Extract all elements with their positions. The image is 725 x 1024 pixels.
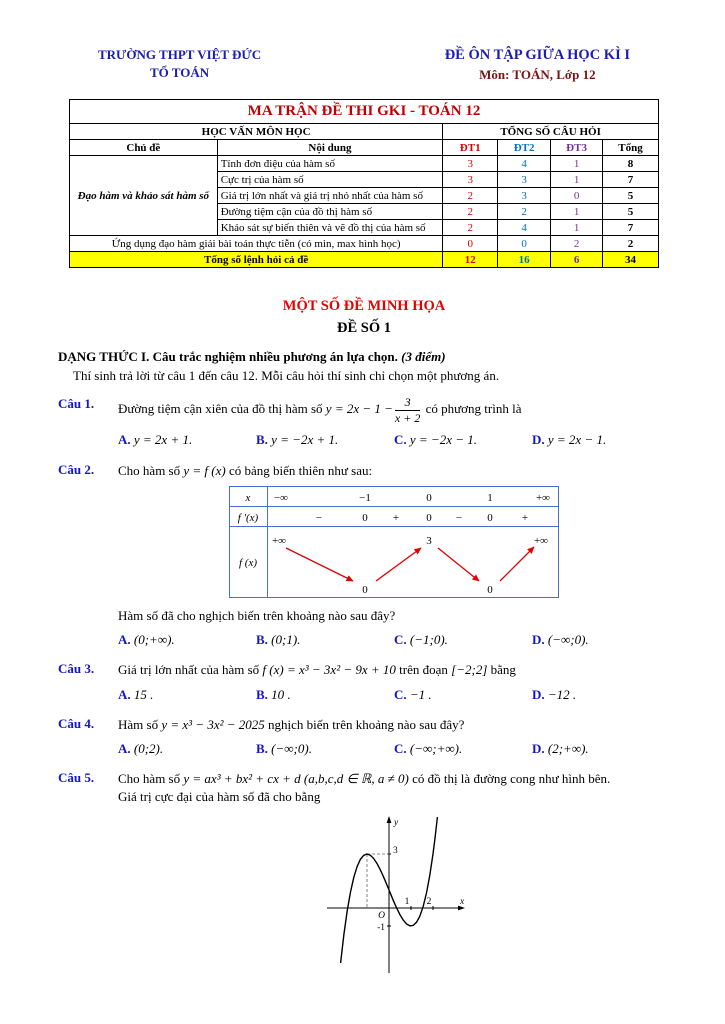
row-content: Giá trị lớn nhất và giá trị nhỏ nhất của hàm số	[217, 188, 443, 204]
header-hoc-van: HỌC VẤN MÔN HỌC	[70, 124, 443, 140]
question-text-line2: Giá trị cực đại của hàm số đã cho bằng	[118, 789, 321, 805]
instruction-text: Thí sinh trả lời từ câu 1 đến câu 12. Mỗi câu hỏi thí sinh chỉ chọn một phương án.	[73, 368, 500, 384]
dt3-value: 1	[551, 220, 603, 236]
question-text: Đường tiệm cận xiên của đồ thị hàm số y = 2x − 1 − $\frac{3}{x + 2}$ có phương trình là	[118, 395, 522, 426]
dt2-value: 0	[498, 236, 551, 252]
total-value: 5	[603, 188, 659, 204]
header-tong: Tổng	[603, 140, 659, 156]
department-name: TỔ TOÁN	[150, 65, 210, 81]
bbt-arrows	[286, 547, 534, 581]
question-text: Giá trị lớn nhất của hàm số f (x) = x³ − 3x² − 9x + 10 trên đoạn [−2;2] bằng	[118, 662, 516, 678]
part-points: (3 điểm)	[401, 349, 446, 365]
row-content: Tính đơn điệu của hàm số	[217, 156, 443, 172]
question-text: Hàm số đã cho nghịch biến trên khoảng nào sau đây?	[118, 608, 396, 624]
exam-title: ĐỀ ÔN TẬP GIỮA HỌC KÌ I	[444, 47, 630, 63]
dt1-value: 2	[443, 204, 498, 220]
question-body	[118, 716, 670, 758]
options-row	[118, 631, 670, 649]
option-c: C. (−1;0).	[394, 632, 448, 648]
question-number: Câu 1.	[58, 396, 95, 412]
inline-math: y = f (x)	[183, 462, 226, 478]
question-text: Hàm số y = x³ − 3x² − 2025 nghịch biến trên khoảng nào sau đây?	[118, 716, 465, 732]
matrix-total-row	[70, 252, 659, 268]
table-row	[70, 156, 659, 172]
part-heading	[58, 349, 670, 365]
row-content: Ứng dụng đạo hàm giải bài toán thực tiễn (có min, max hình học)	[70, 236, 443, 252]
option-a: A. 15 .	[118, 686, 154, 702]
total-value: 2	[603, 236, 659, 252]
dt2-value: 4	[498, 220, 551, 236]
header-dt3: ĐT3	[551, 140, 603, 156]
bbt-x-value: +∞	[535, 491, 551, 504]
inline-math: [−2;2]	[451, 662, 488, 678]
dt3-value: 1	[551, 204, 603, 220]
inline-math: f (x) = x³ − 3x² − 9x + 10	[262, 662, 396, 678]
header-dt1: ĐT1	[443, 140, 498, 156]
question-text: Cho hàm số y = f (x) có bảng biến thiên như sau:	[118, 462, 373, 478]
option-a: A. (0;+∞).	[118, 632, 175, 648]
option-a: A. y = 2x + 1.	[118, 432, 193, 448]
exam-title-block	[445, 46, 630, 83]
question-number: Câu 2.	[58, 461, 95, 477]
question-body	[118, 661, 670, 703]
exam-matrix-table	[69, 99, 659, 268]
dt2-value: 2	[498, 204, 551, 220]
exam-number-title: ĐỀ SỐ 1	[337, 320, 391, 337]
dt2-value: 4	[498, 156, 551, 172]
total-value: 8	[603, 156, 659, 172]
option-c: C. y = −2x − 1.	[394, 432, 477, 448]
bbt-f-value: +∞	[271, 534, 287, 547]
variation-table-wrap	[118, 486, 670, 603]
option-d: D. (−∞;0).	[532, 632, 589, 648]
graph-x-axis-label: x	[460, 896, 465, 907]
option-b: B. y = −2x + 1.	[256, 432, 339, 448]
bbt-f-value: +∞	[533, 534, 549, 547]
total-row-label: Tổng số lệnh hỏi cả đề	[70, 252, 443, 268]
option-d: D. y = 2x − 1.	[532, 432, 607, 448]
bbt-fprime-label: f ′(x)	[237, 511, 259, 524]
options-row	[118, 431, 670, 449]
option-c: C. (−∞;+∞).	[394, 740, 463, 756]
question-body	[118, 770, 670, 987]
fraction: $\frac{3}{x + 2}$	[394, 395, 421, 426]
matrix-header-row-1	[70, 124, 659, 140]
variation-table-figure	[229, 486, 559, 598]
dt1-value: 2	[443, 188, 498, 204]
graph-x2-label: 2	[426, 896, 432, 907]
bbt-f-value: 0	[362, 583, 368, 596]
question-2	[58, 462, 670, 650]
bbt-f-value: 0	[487, 583, 493, 596]
dt3-value: 2	[551, 236, 603, 252]
option-c: C. −1 .	[394, 686, 432, 702]
row-content: Cực trị của hàm số	[217, 172, 443, 188]
grand-total: 34	[603, 252, 659, 268]
graph-x1-label: 1	[404, 896, 410, 907]
total-value: 7	[603, 220, 659, 236]
row-content: Khảo sát sự biến thiên và vẽ đồ thị của hàm số	[217, 220, 443, 236]
inline-math: y = x³ − 3x² − 2025	[161, 716, 265, 732]
option-b: B. (0;1).	[256, 632, 301, 648]
question-number: Câu 4.	[58, 715, 95, 731]
bbt-sign: +	[392, 511, 400, 524]
header-dt2: ĐT2	[498, 140, 551, 156]
bbt-x-value: −∞	[273, 491, 289, 504]
question-body	[118, 396, 670, 450]
dt3-total: 6	[551, 252, 603, 268]
table-row	[70, 236, 659, 252]
school-block	[98, 46, 261, 82]
dt2-value: 3	[498, 172, 551, 188]
option-b: B. 10 .	[256, 686, 291, 702]
dt2-value: 3	[498, 188, 551, 204]
school-name: TRƯỜNG THPT VIỆT ĐỨC	[98, 47, 262, 62]
total-value: 5	[603, 204, 659, 220]
option-b: B. (−∞;0).	[256, 740, 312, 756]
section-title: MỘT SỐ ĐỀ MINH HỌA	[282, 298, 446, 315]
bbt-sign: +	[521, 511, 529, 524]
exam-subject: Môn: TOÁN, Lớp 12	[479, 66, 596, 82]
bbt-sign: −	[315, 511, 323, 524]
dt3-value: 1	[551, 156, 603, 172]
question-1	[58, 396, 670, 450]
question-3	[58, 661, 670, 703]
document-header	[58, 46, 670, 83]
header-noi-dung: Nội dung	[217, 140, 443, 156]
question-number: Câu 3.	[58, 661, 95, 677]
options-row	[118, 686, 670, 704]
bbt-sign: 0	[487, 511, 493, 524]
cubic-graph-figure	[319, 813, 469, 978]
bbt-sign: 0	[362, 511, 368, 524]
dt2-total: 16	[498, 252, 551, 268]
cubic-graph-wrap	[118, 813, 670, 983]
question-text: Cho hàm số y = ax³ + bx² + cx + d (a,b,c,d ∈ ℝ, a ≠ 0) có đồ thị là đường cong như hình bên.	[118, 771, 611, 787]
graph-y-min-label: -1	[377, 922, 385, 933]
graph-y-max-label: 3	[393, 845, 398, 856]
bbt-x-value: 1	[487, 491, 493, 504]
row-content: Đường tiệm cận của đồ thị hàm số	[217, 204, 443, 220]
question-4	[58, 716, 670, 758]
graph-y-axis-label: y	[394, 817, 399, 828]
bbt-f-label: f (x)	[238, 556, 258, 569]
bbt-sign: 0	[426, 511, 432, 524]
bbt-x-value: −1	[359, 491, 371, 504]
dt1-value: 3	[443, 156, 498, 172]
dt1-total: 12	[443, 252, 498, 268]
inline-math: y = ax³ + bx² + cx + d	[183, 771, 301, 787]
question-body	[118, 462, 670, 650]
dt3-value: 0	[551, 188, 603, 204]
option-d: D. −12 .	[532, 686, 577, 702]
part-heading-text: DẠNG THỨC I. Câu trắc nghiệm nhiều phương án lựa chọn.	[58, 349, 398, 365]
header-tong-so-cau-hoi: TỔNG SỐ CÂU HỎI	[443, 124, 659, 140]
bbt-x-value: 0	[426, 491, 432, 504]
bbt-f-value: 3	[426, 534, 432, 547]
dt3-value: 1	[551, 172, 603, 188]
axes	[327, 817, 461, 973]
option-a: A. (0;2).	[118, 740, 164, 756]
inline-math: y = 2x − 1 − $\frac{3}{x + 2}$	[325, 395, 421, 426]
matrix-title: MA TRẬN ĐỀ THI GKI - TOÁN 12	[70, 100, 659, 124]
topic-group-label: Đạo hàm và khảo sát hàm số	[70, 156, 218, 236]
dt1-value: 2	[443, 220, 498, 236]
options-row	[118, 740, 670, 758]
header-chu-de: Chủ đề	[70, 140, 218, 156]
question-number: Câu 5.	[58, 770, 95, 786]
bbt-x-label: x	[245, 491, 251, 504]
total-value: 7	[603, 172, 659, 188]
inline-math: (a,b,c,d ∈ ℝ, a ≠ 0)	[303, 771, 409, 787]
y-axis-arrow	[387, 816, 392, 823]
dt1-value: 0	[443, 236, 498, 252]
matrix-title-row	[70, 100, 659, 124]
dt1-value: 3	[443, 172, 498, 188]
bbt-sign: −	[455, 511, 463, 524]
question-5	[58, 770, 670, 987]
option-d: D. (2;+∞).	[532, 740, 589, 756]
graph-origin-label: O	[378, 910, 385, 921]
